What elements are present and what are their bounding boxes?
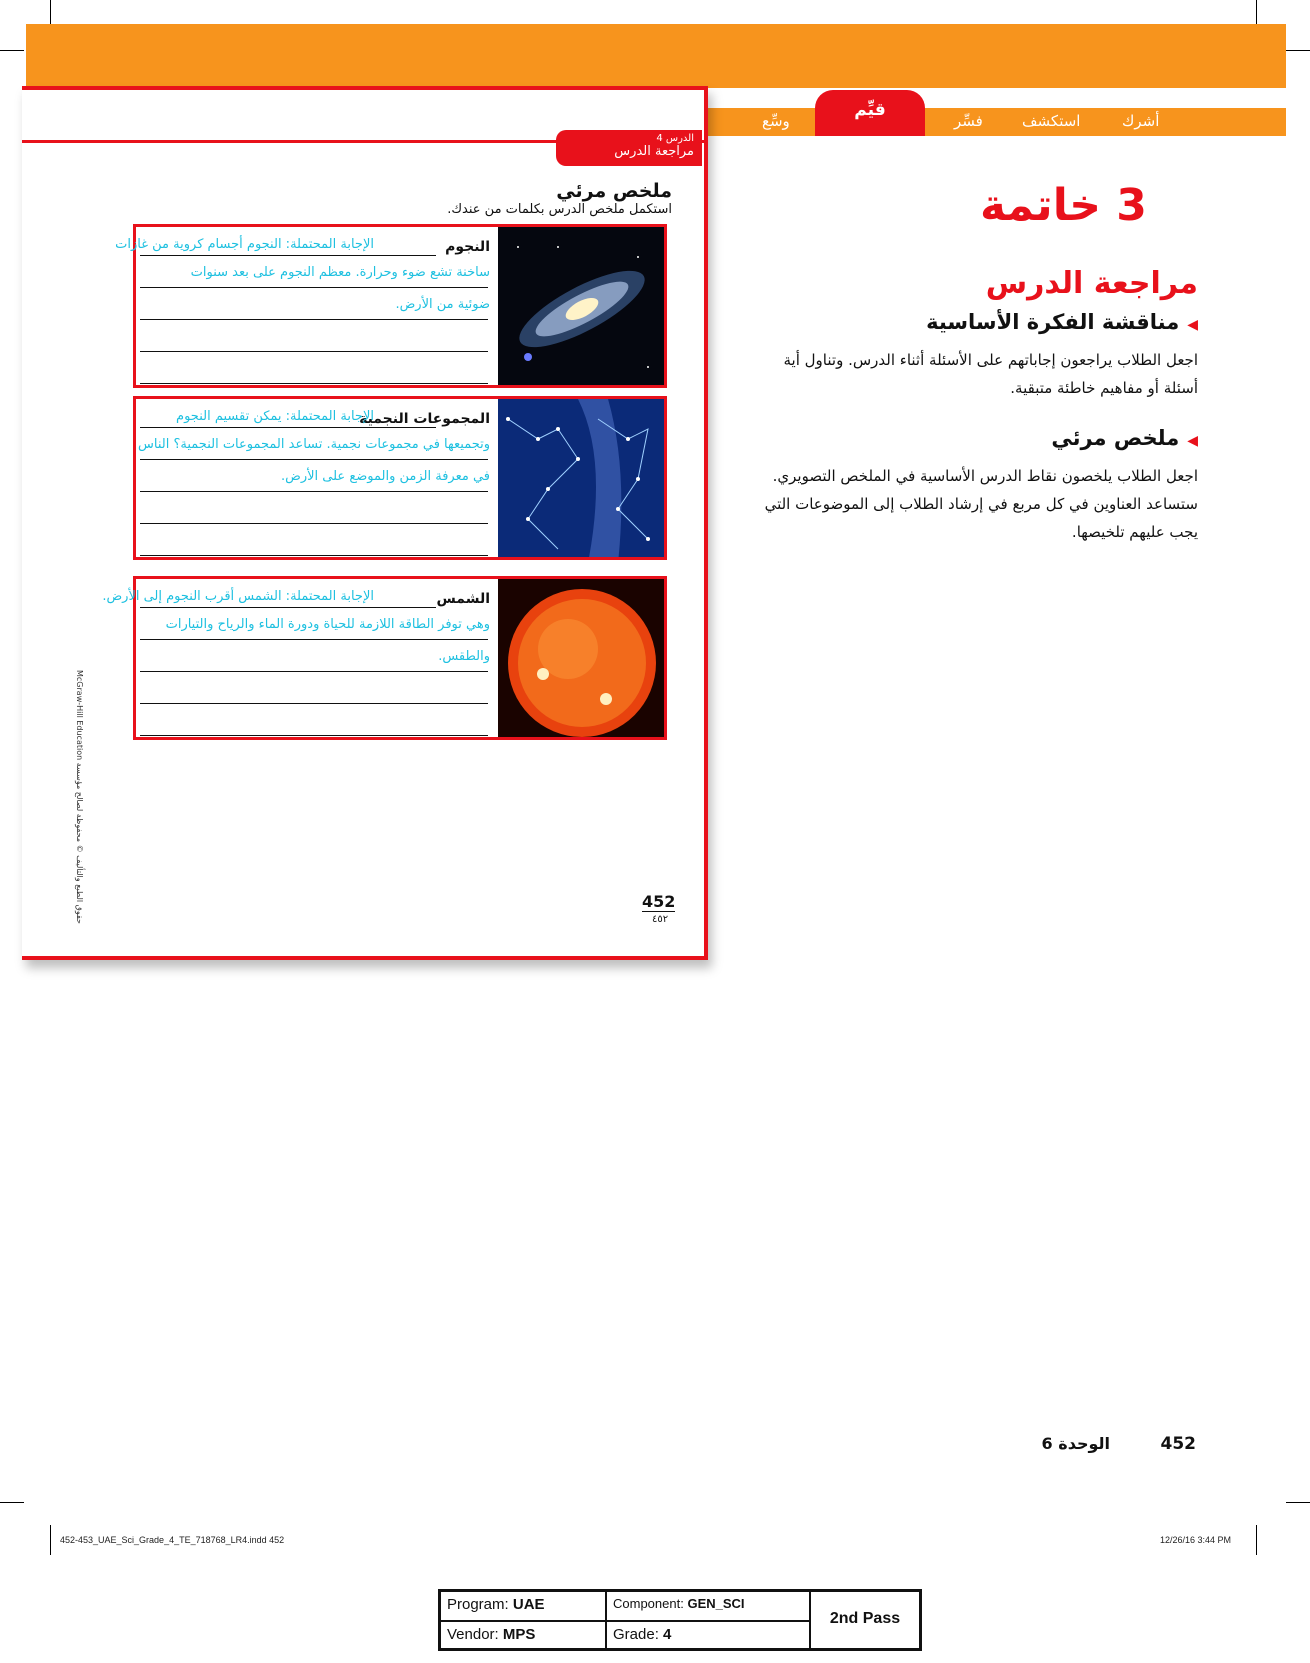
write-line bbox=[140, 351, 488, 352]
vendor-value: MPS bbox=[502, 1626, 536, 1643]
vendor-cell bbox=[440, 1621, 606, 1649]
lesson-review-title: مراجعة الدرس bbox=[985, 266, 1198, 301]
crop-mark bbox=[1286, 50, 1310, 51]
vendor-label: Vendor: bbox=[447, 1626, 499, 1643]
write-line bbox=[140, 383, 488, 384]
grade-cell bbox=[606, 1621, 810, 1649]
tab-bar bbox=[706, 108, 1286, 136]
write-line bbox=[140, 459, 488, 460]
write-line bbox=[140, 671, 488, 672]
sun-image bbox=[498, 579, 664, 737]
student-page-number: 452 bbox=[642, 892, 676, 911]
date-slug: 12/26/16 3:44 PM bbox=[1160, 1535, 1232, 1545]
answer-line: الإجابة المحتملة: الشمس أقرب النجوم إلى الأرض. bbox=[102, 589, 374, 604]
write-line bbox=[140, 555, 488, 556]
section-body-main-idea: اجعل الطلاب يراجعون إجاباتهم على الأسئلة أثناء الدرس. وتناول أية أسئلة أو مفاهيم خاطئة متبقية. bbox=[783, 351, 1198, 397]
pass-label: 2nd Pass bbox=[829, 1610, 901, 1627]
card-title-sun: الشمس bbox=[436, 591, 490, 607]
step-heading bbox=[980, 180, 1147, 231]
lesson-number: الدرس 4 bbox=[656, 133, 694, 144]
program-label: Program: bbox=[447, 1596, 509, 1613]
program-cell bbox=[440, 1591, 606, 1621]
write-line bbox=[140, 523, 488, 524]
summary-card-sun bbox=[102, 576, 667, 740]
program-value: UAE bbox=[512, 1596, 545, 1613]
answer-line: وهي توفر الطاقة اللازمة للحياة ودورة الماء والرياح والتيارات bbox=[165, 617, 490, 632]
triangle-bullet-icon: ◀ bbox=[1187, 433, 1198, 449]
answer-line: وتجميعها في مجموعات نجمية. تساعد المجموعات النجمية؟ الناس bbox=[138, 437, 490, 452]
top-banner bbox=[26, 24, 1286, 88]
write-line bbox=[140, 427, 436, 428]
write-line bbox=[140, 255, 436, 256]
answer-line: ساخنة تشع ضوء وحرارة. معظم النجوم على بعد سنوات bbox=[190, 265, 490, 280]
summary-card-constellations bbox=[133, 396, 667, 560]
answer-line: في معرفة الزمن والموضع على الأرض. bbox=[281, 469, 490, 484]
section-heading-main-idea bbox=[926, 310, 1198, 334]
write-line bbox=[140, 491, 488, 492]
crop-mark bbox=[1256, 1525, 1257, 1555]
answer-line: والطقس. bbox=[438, 649, 490, 664]
step-number: 3 bbox=[1116, 180, 1147, 231]
section-heading-text: مناقشة الفكرة الأساسية bbox=[926, 310, 1180, 334]
crop-mark bbox=[0, 50, 24, 51]
write-line bbox=[140, 287, 488, 288]
component-cell bbox=[606, 1591, 810, 1621]
production-info-table bbox=[438, 1589, 922, 1651]
section-heading-visual-summary bbox=[1051, 426, 1198, 450]
crop-mark bbox=[0, 1502, 24, 1503]
galaxy-image bbox=[498, 227, 664, 385]
file-slug: 452-453_UAE_Sci_Grade_4_TE_718768_LR4.indd 452 bbox=[60, 1535, 285, 1545]
answer-line: الإجابة المحتملة: النجوم أجسام كروية من غازات bbox=[115, 237, 374, 252]
visual-summary-heading: ملخص مرئي bbox=[556, 180, 672, 202]
section-body-visual-summary: اجعل الطلاب يلخصون نقاط الدرس الأساسية في الملخص التصويري. ستساعد العناوين في كل مربع في إرشاد الطلاب إلى الموضوعات التي يجب عليهم تلخيصها. bbox=[764, 467, 1198, 541]
crop-mark bbox=[50, 0, 51, 24]
grade-value: 4 bbox=[663, 1626, 672, 1643]
answer-line: ضوئية من الأرض. bbox=[395, 297, 490, 312]
tab-explain: فسِّر bbox=[954, 112, 983, 130]
lesson-name: مراجعة الدرس bbox=[614, 144, 694, 159]
write-line bbox=[140, 735, 488, 736]
write-line bbox=[140, 639, 488, 640]
card-title-stars: النجوم bbox=[445, 239, 490, 255]
write-line bbox=[140, 703, 488, 704]
lesson-tag bbox=[556, 130, 702, 166]
visual-summary-instructions: استكمل ملخص الدرس بكلمات من عندك. bbox=[447, 202, 672, 217]
summary-card-stars bbox=[115, 224, 667, 388]
crop-mark bbox=[50, 1525, 51, 1555]
student-page-label: ٤٥٢ bbox=[652, 914, 669, 925]
constellation-image bbox=[498, 399, 664, 557]
copyright-notice: McGraw-Hill Education حقوق الطبع والتأليف © محفوظة لصالح مؤسسة bbox=[75, 670, 84, 924]
component-label: Component: bbox=[613, 1596, 684, 1611]
unit-label: الوحدة 6 bbox=[1041, 1434, 1110, 1453]
write-line bbox=[140, 607, 436, 608]
step-word: خاتمة bbox=[980, 180, 1101, 231]
card-title-constellations: المجموعات النجمية bbox=[359, 411, 490, 427]
write-line bbox=[140, 319, 488, 320]
tab-explore: استكشف bbox=[1022, 112, 1081, 130]
tab-evaluate-active: قيِّم bbox=[815, 90, 925, 136]
component-value: GEN_SCI bbox=[687, 1596, 745, 1611]
page-number: 452 bbox=[1160, 1434, 1196, 1454]
grade-label: Grade: bbox=[613, 1626, 659, 1643]
section-heading-text: ملخص مرئي bbox=[1051, 426, 1180, 450]
crop-mark bbox=[1286, 1502, 1310, 1503]
tab-extend: وسِّع bbox=[762, 112, 790, 130]
tab-engage: أشرك bbox=[1122, 112, 1160, 130]
pass-cell bbox=[810, 1591, 920, 1649]
answer-line: الإجابة المحتملة: يمكن تقسيم النجوم bbox=[176, 409, 374, 424]
crop-mark bbox=[1256, 0, 1257, 24]
triangle-bullet-icon: ◀ bbox=[1187, 317, 1198, 333]
